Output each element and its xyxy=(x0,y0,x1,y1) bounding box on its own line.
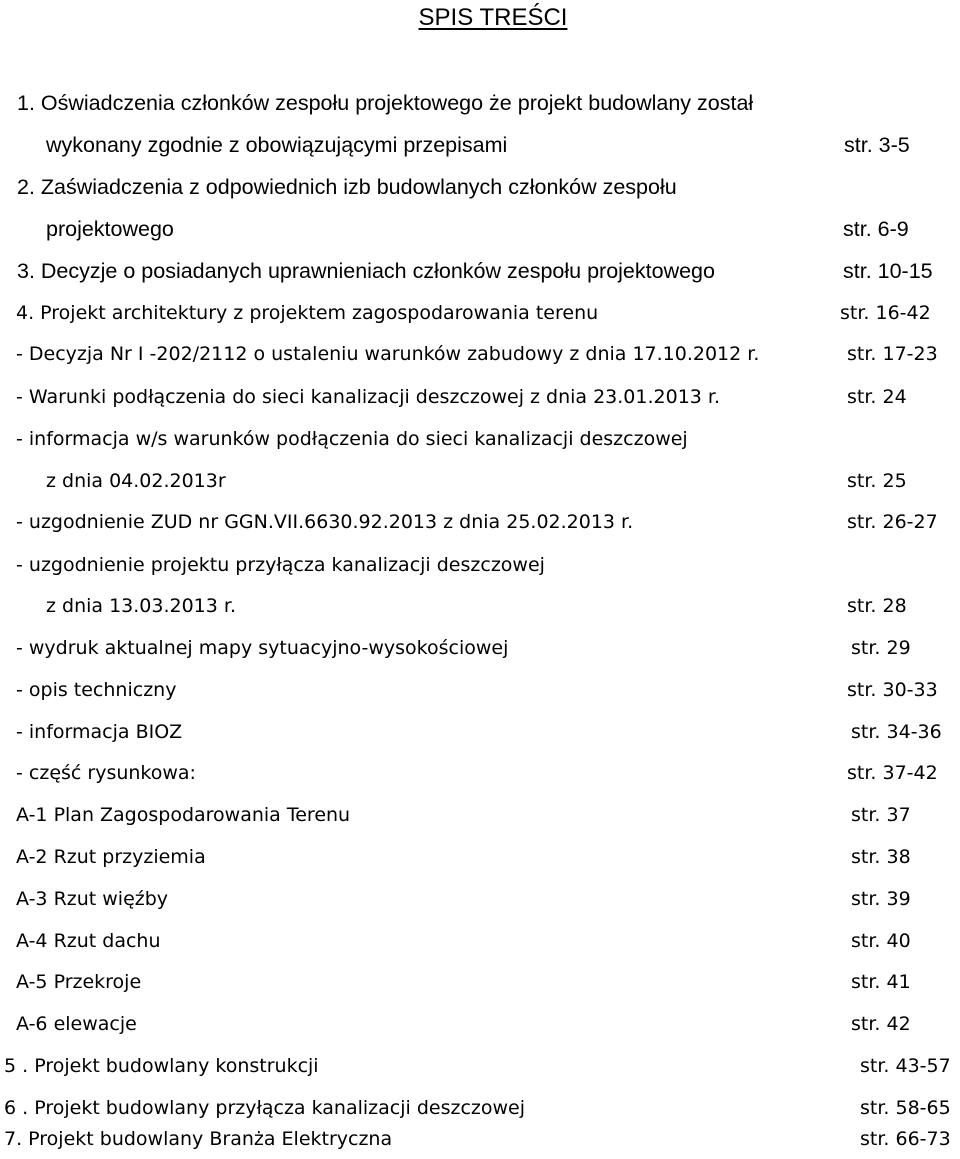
toc-entry-text: - informacja BIOZ xyxy=(16,721,183,743)
toc-entry-page: str. 17-23 xyxy=(847,343,938,365)
toc-entry-page: str. 38 xyxy=(851,846,911,868)
toc-entry-page: str. 37-42 xyxy=(847,762,938,784)
page-title: SPIS TREŚCI xyxy=(418,4,568,31)
toc-entry-text: - uzgodnienie projektu przyłącza kanalizacji deszczowej xyxy=(16,554,545,576)
toc-entry-text: - Decyzja Nr I -202/2112 o ustaleniu warunków zabudowy z dnia 17.10.2012 r. xyxy=(16,343,760,365)
toc-entry-text: - uzgodnienie ZUD nr GGN.VII.6630.92.2013 z dnia 25.02.2013 r. xyxy=(16,511,634,533)
toc-entry-text: A-3 Rzut więźby xyxy=(16,888,169,910)
toc-entry-text: 4. Projekt architektury z projektem zagospodarowania terenu xyxy=(16,302,599,324)
toc-entry-text: - Warunki podłączenia do sieci kanalizacji deszczowej z dnia 23.01.2013 r. xyxy=(16,386,721,408)
toc-entry-page: str. 42 xyxy=(851,1013,911,1035)
toc-entry-page: str. 6-9 xyxy=(843,217,909,241)
toc-entry-text: - opis techniczny xyxy=(16,679,177,701)
toc-entry-page: str. 28 xyxy=(847,595,907,617)
toc-entry-text: - wydruk aktualnej mapy sytuacyjno-wysokościowej xyxy=(16,637,509,659)
toc-entry-text: wykonany zgodnie z obowiązującymi przepisami xyxy=(46,133,508,157)
toc-entry-page: str. 26-27 xyxy=(847,511,938,533)
toc-entry-page: str. 30-33 xyxy=(847,679,938,701)
toc-entry-page: str. 24 xyxy=(847,386,907,408)
toc-entry-page: str. 37 xyxy=(851,804,911,826)
toc-entry-text: projektowego xyxy=(46,217,174,241)
toc-entry-text: 7. Projekt budowlany Branża Elektryczna xyxy=(4,1128,393,1150)
toc-entry-text: 1. Oświadczenia członków zespołu projektowego że projekt budowlany został xyxy=(17,91,754,115)
toc-entry-text: A-6 elewacje xyxy=(16,1013,137,1035)
toc-entry-page: str. 66-73 xyxy=(860,1128,951,1150)
toc-entry-text: 5 . Projekt budowlany konstrukcji xyxy=(4,1055,319,1077)
toc-entry-page: str. 39 xyxy=(851,888,911,910)
toc-entry-text: A-4 Rzut dachu xyxy=(16,930,161,952)
toc-entry-text: A-1 Plan Zagospodarowania Terenu xyxy=(16,804,351,826)
toc-entry-text: 2. Zaświadczenia z odpowiednich izb budowlanych członków zespołu xyxy=(17,175,677,199)
toc-entry-page: str. 43-57 xyxy=(860,1055,951,1077)
toc-entry-text: A-5 Przekroje xyxy=(16,971,142,993)
toc-entry-page: str. 16-42 xyxy=(840,302,931,324)
toc-entry-page: str. 41 xyxy=(851,971,911,993)
toc-entry-text: A-2 Rzut przyziemia xyxy=(16,846,206,868)
toc-entry-text: 6 . Projekt budowlany przyłącza kanalizacji deszczowej xyxy=(4,1097,526,1119)
toc-entry-text: 3. Decyzje o posiadanych uprawnieniach członków zespołu projektowego xyxy=(17,259,715,283)
toc-entry-text: - informacja w/s warunków podłączenia do sieci kanalizacji deszczowej xyxy=(16,428,688,450)
toc-entry-page: str. 58-65 xyxy=(860,1097,951,1119)
toc-entry-page: str. 10-15 xyxy=(843,259,933,283)
toc-entry-text: z dnia 13.03.2013 r. xyxy=(46,595,237,617)
toc-entry-text: - część rysunkowa: xyxy=(16,762,196,784)
toc-entry-page: str. 34-36 xyxy=(851,721,942,743)
toc-entry-text: z dnia 04.02.2013r xyxy=(46,470,226,492)
toc-entry-page: str. 3-5 xyxy=(844,133,910,157)
toc-entry-page: str. 29 xyxy=(851,637,911,659)
toc-entry-page: str. 25 xyxy=(847,470,907,492)
toc-entry-page: str. 40 xyxy=(851,930,911,952)
